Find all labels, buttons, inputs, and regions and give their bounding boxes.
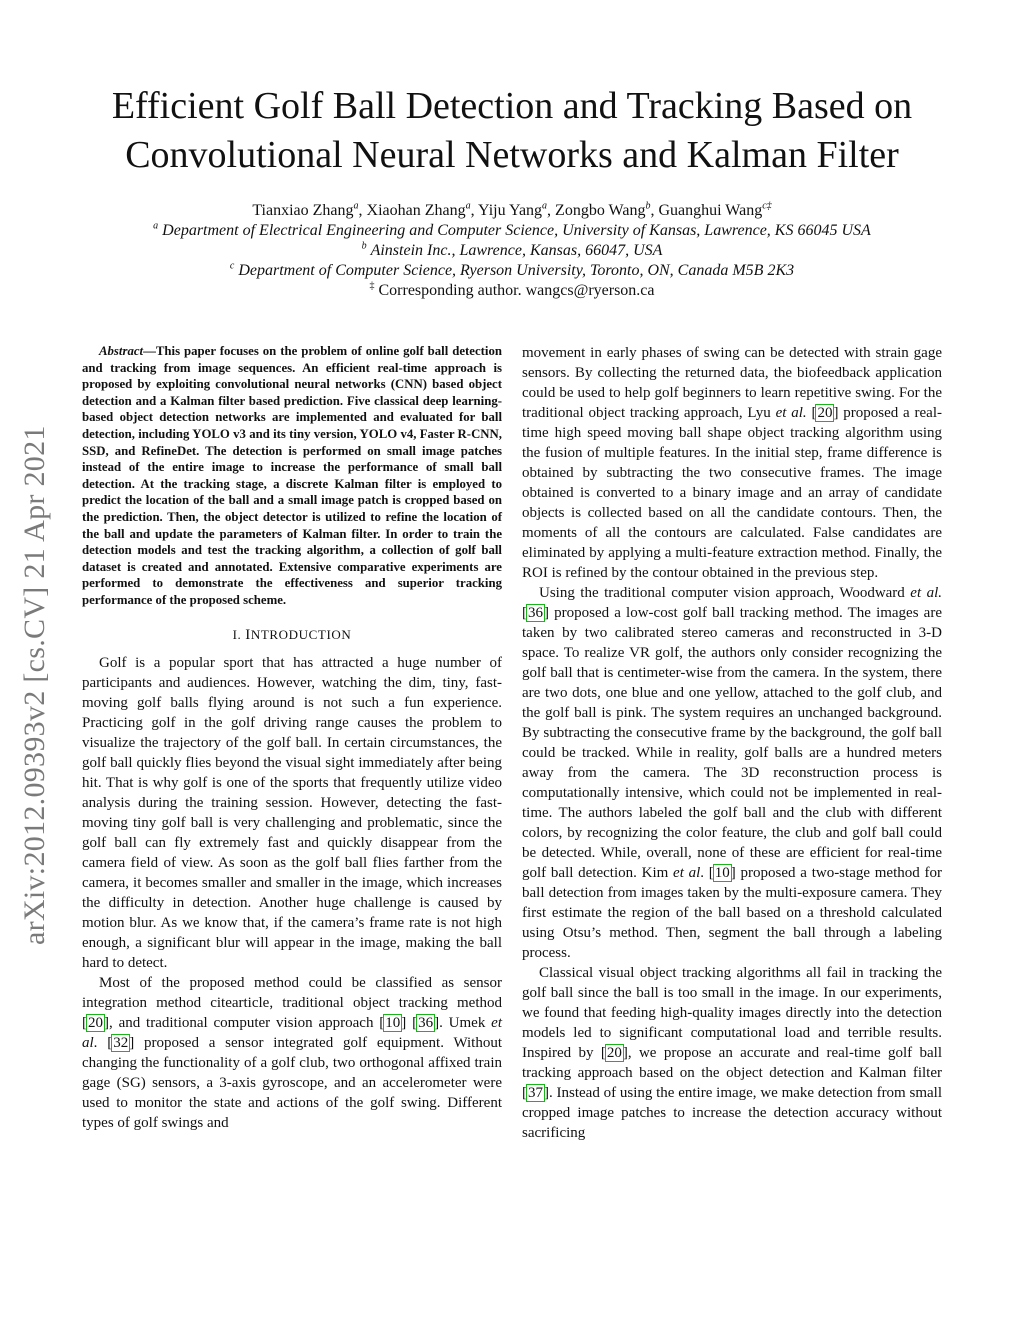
citation-number[interactable]: 10 [385, 1014, 401, 1031]
paragraph-text: . [700, 865, 709, 881]
citation-number[interactable]: 20 [606, 1045, 622, 1061]
affiliation-b [60, 241, 964, 261]
citation-number[interactable]: 20 [88, 1014, 103, 1031]
author-name: Xiaohan Zhang [366, 202, 466, 219]
author-affiliation-mark: a [542, 200, 548, 212]
author-name: Tianxiao Zhang [252, 202, 354, 219]
et-al: et al. [775, 405, 807, 421]
affiliation-c [60, 261, 964, 281]
et-al: et al [673, 865, 701, 881]
paragraph-text: Using the traditional computer vision approach, Woodward [539, 585, 911, 601]
right-paragraph-2 [522, 583, 942, 963]
et-al: et al [82, 1014, 502, 1051]
title-line-2: Convolutional Neural Networks and Kalman Filter [125, 134, 899, 176]
author-name: Guanghui Wang [658, 202, 763, 219]
citation-link[interactable]: [20] [600, 1045, 628, 1061]
citation-number[interactable]: 20 [817, 405, 833, 421]
abstract [82, 343, 502, 609]
citation-number[interactable]: 32 [113, 1034, 129, 1051]
paragraph-text: Most of the proposed method could be classified as sensor integration method citearticle, traditional object tracking method [82, 974, 502, 1011]
author-block [60, 201, 964, 301]
paragraph-text: proposed a two-stage method for ball detection from images taken by the multi-exposure camera. They first estimate the region of the ball based on a threshold calculated using Otsu’s method. Then, segment the ball through a labeling process. [522, 865, 942, 961]
paragraph-text: , and traditional computer vision approach [109, 1014, 380, 1031]
affiliation-text: Department of Computer Science, Ryerson University, Toronto, ON, Canada M5B 2K3 [238, 262, 795, 279]
citation-link[interactable]: [37] [522, 1085, 549, 1101]
right-paragraph-1 [522, 343, 942, 583]
section-title-rest: NTRODUCTION [250, 626, 352, 642]
abstract-label: Abstract [99, 344, 144, 358]
et-al: et al. [910, 585, 942, 601]
author-list: Tianxiao Zhang$^a$, Xiaohan Zhang$^a$, Yiju Yang$^a$, Zongbo Wang$^b$, Guanghui Wang$^{c\ddagger}$ [252, 200, 772, 219]
citation-link[interactable]: [10] [708, 865, 736, 881]
section-title-initial: I [245, 626, 251, 643]
intro-paragraph-1: Golf is a popular sport that has attracted a huge number of participants and audiences. However, watching the dim, tiny, fast-moving golf balls flying around is not such a fun experience. Practicing golf in the golf driving range causes the problem to visualize the trajectory of the golf ball. In certain circumstances, the golf ball quickly flies beyond the visual sight immediately after being hit. That is why golf is one of the sports that frequently utilize video analysis during the training session. However, detecting the fast-moving tiny golf ball is very challenging and problematic, since the golf ball can fly extremely fast and quickly disappear from the camera field of view. As soon as the golf ball flies farther from the camera, it becomes smaller and smaller in the image, which increases the difficulty in detection. Another huge challenge is caused by motion blur. As we know that, if the camera’s frame rate is not high enough, a significant blur will appear in the image, making the ball hard to detect. [82, 654, 502, 971]
abstract-text: —This paper focuses on the problem of online golf ball detection and tracking from image sequences. An efficient real-time approach is proposed by exploiting convolutional neural networks (CNN) based object detection and a Kalman filter based prediction. Five classical deep learning-based object detection networks are implemented and evaluated for ball detection, including YOLO v3 and its tiny version, YOLO v4, Faster R-CNN, SSD, and RefineDet. The detection is performed on small image patches instead of the entire image to increase the performance of small ball detection. At the tracking stage, a discrete Kalman filter is employed to predict the location of the ball and a small image patch is cropped based on the prediction. Then, the object detector is utilized to refine the location of the ball and update the parameters of Kalman filter. In order to train the detection models and test the tracking algorithm, a collection of golf ball dataset is created and annotated. Extensive comparative experiments are performed to demonstrate the effectiveness and superior tracking performance of the proposed scheme. [82, 344, 502, 607]
citation-link[interactable]: [32] [107, 1034, 135, 1051]
paragraph-text: . Umek [439, 1014, 492, 1031]
section-heading-introduction [82, 625, 502, 645]
arxiv-identifier-stamp: arXiv:2012.09393v2 [cs.CV] 21 Apr 2021 [18, 425, 51, 945]
paragraph-text: . Instead of using the entire image, we make detection from small cropped image patches to increase the detection accuracy without sacrificing [522, 1085, 942, 1141]
corresponding-mark: ‡ [369, 280, 375, 292]
author-affiliation-mark: b [645, 200, 651, 212]
citation-number[interactable]: 10 [714, 865, 730, 881]
paragraph-text: proposed a real-time high speed moving ball shape object tracking algorithm using the fusion of multiple features. In the initial step, frame difference is obtained by subtracting the two consecutive frames. The image obtained is converted to a binary image and an array of candidate objects is collected based on all the candidate contours. Then, the moments of all the contours are calculated. False candidates are eliminated by applying a multi-feature extraction method. Finally, the ROI is refined by the contour obtained in the previous step. [522, 405, 942, 581]
citation-number[interactable]: 36 [418, 1014, 434, 1031]
author-affiliation-mark: a [353, 200, 359, 212]
affiliation-text: Department of Electrical Engineering and Computer Science, University of Kansas, Lawrence, KS 66045 USA [162, 222, 871, 239]
affiliation-text: Ainstein Inc., Lawrence, Kansas, 66047, USA [370, 242, 663, 259]
paragraph-text: , we propose an accurate and real-time golf ball tracking approach based on the object detection and Kalman filter [522, 1045, 942, 1081]
affiliation-a [60, 221, 964, 241]
author-affiliation-mark: c‡ [762, 200, 772, 212]
section-number: I. [232, 626, 242, 642]
author-affiliation-mark: a [465, 200, 471, 212]
citation-link[interactable]: [20] [82, 1014, 109, 1031]
citation-link[interactable]: [36] [412, 1014, 440, 1031]
citation-link[interactable]: [20] [811, 405, 839, 421]
corresponding-text: Corresponding author. wangcs@ryerson.ca [378, 282, 655, 299]
citation-link[interactable]: [36] [522, 605, 549, 621]
paragraph-text: proposed a low-cost golf ball tracking method. The images are taken by two calibrated stereo cameras and reconstructed in 3-D space. To realize VR golf, the authors only consider recognizing the golf ball that is centimeter-wise from the camera. In the system, there are two dots, one blue and one yellow, attached to the golf club, and the golf ball is pink. The system requires an unchanged background. By subtracting the consecutive frame by the background, the golf ball could be tracked. While in reality, golf balls are a hundred meters away from the camera. The 3D reconstruction process is computationally intensive, which could not be implemented in real-time. The authors labeled the golf ball and the club with different colors, by recognizing the color feature, the club and golf ball could be detected. While, overall, none of these are efficient for real-time golf ball detection. Kim [522, 605, 942, 881]
left-column [82, 343, 502, 1133]
affiliation-mark: a [153, 220, 159, 232]
title-line-1: Efficient Golf Ball Detection and Tracking Based on [111, 85, 913, 127]
paper-title [60, 82, 964, 180]
paragraph-text: Classical visual object tracking algorithms all fail in tracking the golf ball since the ball is too small in the image. In our experiments, we found that feeding high-quality images directly into the detection models led to significant computational load and terrible results. Inspired by [522, 965, 942, 1061]
citation-link[interactable]: [10] [379, 1014, 407, 1031]
citation-number[interactable]: 36 [528, 605, 543, 621]
right-paragraph-3 [522, 963, 942, 1143]
paragraph-text: proposed a sensor integrated golf equipment. Without changing the functionality of a golf club, two orthogonal affixed train gage (SG) sensors, a 3-axis gyroscope, and an accelerometer were used to monitor the state and actions of the golf swing. Different types of golf swings and [82, 1034, 502, 1131]
corresponding-author [60, 281, 964, 301]
affiliation-mark: c [229, 260, 235, 272]
right-column [522, 343, 942, 1143]
author-name: Zongbo Wang [555, 202, 646, 219]
author-name: Yiju Yang [478, 202, 543, 219]
paragraph-text: movement in early phases of swing can be detected with strain gage sensors. By collecting the returned data, the biofeedback application could be used to help golf beginners to learn repetitive swing. For the traditional object tracking approach, Lyu [522, 345, 942, 421]
citation-number[interactable]: 37 [528, 1085, 543, 1101]
affiliation-mark: b [361, 240, 367, 252]
intro-paragraph-2 [82, 973, 502, 1133]
paragraph-text: . [93, 1034, 108, 1051]
